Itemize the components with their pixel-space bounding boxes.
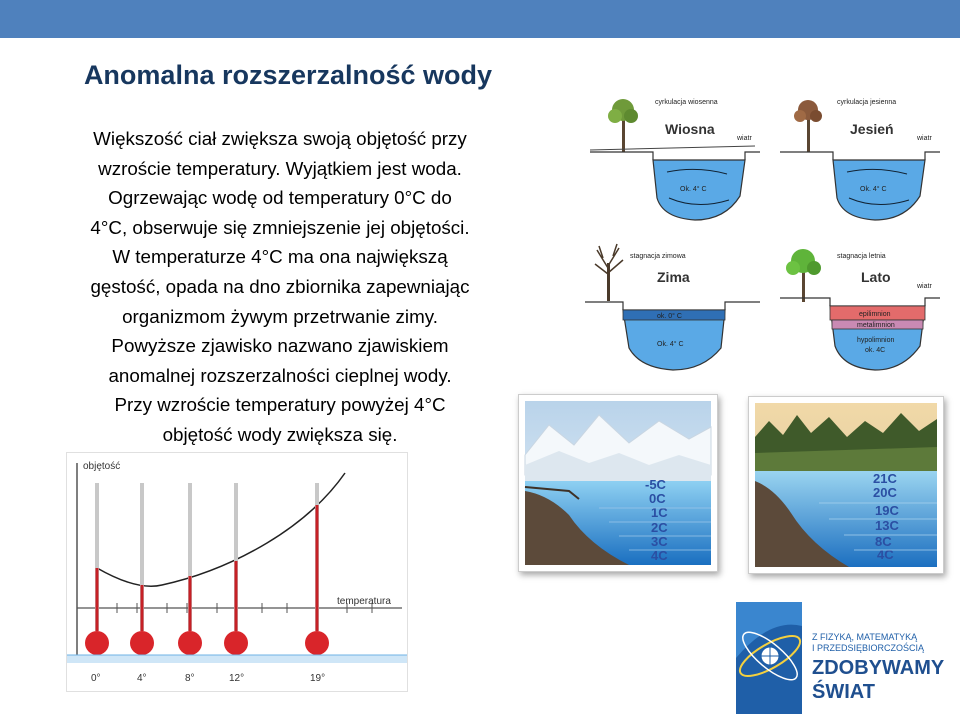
winter-water-temp: Ok. 4° C: [657, 341, 684, 348]
body-line: gęstość, opada na dno zbiornika zapewniając: [90, 275, 470, 297]
body-line: anomalnej rozszerzalności cieplnej wody.: [108, 364, 452, 386]
logo-line-3: ZDOBYWAMY: [812, 657, 945, 679]
winter-caption: stagnacja zimowa: [630, 253, 686, 260]
body-line: wzroście temperatury. Wyjątkiem jest woda.: [98, 157, 462, 179]
summer-temp-label: 13C: [875, 518, 899, 533]
slide-body-text: [30, 124, 530, 450]
tree-icon: [794, 100, 822, 152]
summer-temp-label: 4C: [877, 547, 894, 562]
thermometer-8: [178, 483, 202, 655]
winter-temp-label: 4C: [651, 548, 668, 563]
body-line: Przy wzroście temperatury powyżej 4°C: [114, 394, 446, 416]
body-line: Powyższe zjawisko nazwano zjawiskiem: [111, 335, 449, 357]
summer-diagram: [780, 249, 940, 370]
volume-temperature-graph: [66, 452, 408, 692]
spring-name: Wiosna: [665, 121, 715, 137]
spring-diagram: [590, 99, 760, 220]
summer-hypo-temp: ok. 4C: [865, 347, 886, 354]
body-line: Większość ciał zwiększa swoją objętość przy: [93, 128, 467, 149]
body-line: organizmom żywym przetrwanie zimy.: [122, 305, 438, 327]
lake-diagrams: [585, 88, 945, 378]
summer-hypolimnion: hypolimnion: [857, 337, 895, 344]
body-line: Ogrzewając wodę od temperatury 0°C do: [108, 187, 452, 209]
graph-tick: 19°: [310, 673, 326, 684]
tree-icon: [786, 249, 821, 302]
autumn-name: Jesień: [850, 121, 894, 137]
winter-top-temp: ok. 0° C: [657, 313, 682, 320]
summer-epilimnion: epilimnion: [859, 311, 891, 318]
body-line: W temperaturze 4°C ma ona największą: [112, 246, 448, 268]
spring-wind: wiatr: [737, 135, 752, 142]
graph-tick: 8°: [185, 673, 195, 684]
autumn-diagram: [780, 99, 940, 220]
logo-line-4: ŚWIAT: [812, 681, 875, 703]
summer-caption: stagnacja letnia: [837, 253, 886, 260]
logo-line-1: Z FIZYKĄ, MATEMATYKĄ: [812, 632, 918, 642]
graph-tick: 0°: [91, 673, 101, 684]
bare-tree-icon: [595, 244, 623, 301]
graph-tick: 4°: [137, 673, 147, 684]
winter-temp-label: 2C: [651, 520, 668, 535]
graph-tick: 12°: [229, 673, 245, 684]
spring-caption: cyrkulacja wiosenna: [655, 99, 718, 106]
autumn-wind: wiatr: [917, 135, 932, 142]
spring-water-temp: Ok. 4° C: [680, 186, 707, 193]
thermometer-19: [305, 483, 329, 655]
summer-name: Lato: [861, 269, 891, 285]
summer-temp-label: 8C: [875, 534, 892, 549]
tree-icon: [608, 99, 638, 152]
top-color-bar: [0, 0, 960, 38]
body-line: objętość wody zwiększa się.: [162, 423, 398, 445]
slide-title: Anomalna rozszerzalność wody: [83, 60, 493, 90]
winter-temp-label: -5C: [645, 477, 666, 492]
graph-ylabel: objętość: [83, 461, 121, 472]
thermometer-0: [85, 483, 109, 655]
graph-xlabel: temperatura: [337, 596, 391, 607]
summer-temp-label: 20C: [873, 485, 897, 500]
summer-temp-label: 19C: [875, 503, 899, 518]
autumn-caption: cyrkulacja jesienna: [837, 99, 897, 106]
summer-temp-label: 21C: [873, 471, 897, 486]
winter-lake-photo: [518, 394, 718, 572]
winter-temp-label: 3C: [651, 534, 668, 549]
winter-temp-label: 1C: [651, 505, 668, 520]
body-line: 4°C, obserwuje się zmniejszenie jej objętości.: [90, 216, 470, 238]
thermometer-4: [130, 483, 154, 655]
winter-diagram: [585, 244, 760, 370]
summer-wind: wiatr: [917, 283, 932, 290]
project-logo: [730, 598, 958, 718]
summer-metalimnion: metalimnion: [857, 322, 895, 329]
logo-line-2: I PRZEDSIĘBIORCZOŚCIĄ: [812, 643, 925, 653]
summer-lake-photo: [748, 396, 944, 574]
autumn-water-temp: Ok. 4° C: [860, 186, 887, 193]
thermometer-12: [224, 483, 248, 655]
winter-name: Zima: [657, 269, 690, 285]
winter-temp-label: 0C: [649, 491, 666, 506]
